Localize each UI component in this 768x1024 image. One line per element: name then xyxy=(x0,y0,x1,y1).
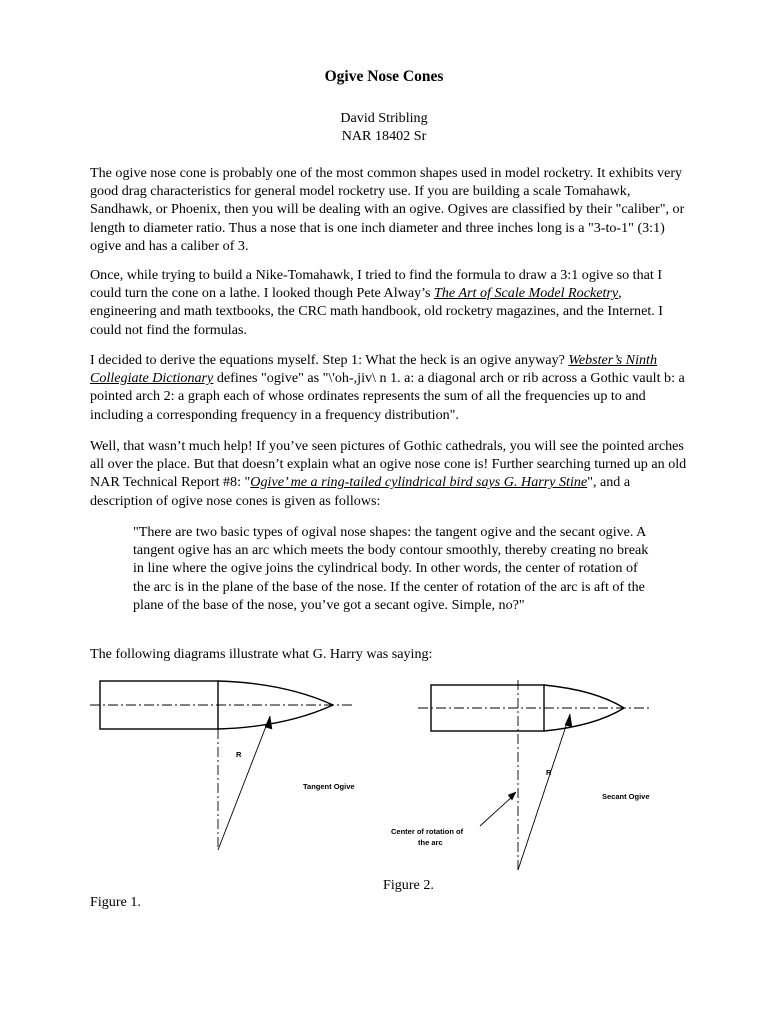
secant-radius-arrowhead xyxy=(565,714,572,727)
tangent-nose-arc-bottom xyxy=(218,705,333,729)
author-membership: NAR 18402 Sr xyxy=(341,128,427,144)
secant-radius-label: R xyxy=(546,768,552,777)
secant-nose-arc-top xyxy=(544,685,624,708)
secant-ogive-diagram xyxy=(418,680,650,870)
dictionary-reference: Webster’s Ninth Collegiate Dictionary xyxy=(90,352,658,387)
tangent-radius-arrowhead xyxy=(265,716,272,729)
secant-radius-line xyxy=(518,714,570,870)
paragraph-text: Well, that wasn’t much help! If you’ve seen pictures of Gothic cathedrals, you will see the pointed arches all over the place. But that doesn’t explain what an ogive nose cone is! Further searching turned up an old NAR Technical Report #8: " xyxy=(90,438,687,491)
paragraph-text: ", and a description of ogive nose cones is given as follows: xyxy=(90,474,631,509)
paragraph-text: defines "ogive" as "\'oh-,jiv\ n 1. a: a diagonal arch or rib across a Gothic vault b: a pointed arch 2: a graph each of whose ordinates represents the sum of all the frequencies up to and including a corresponding frequency in a frequency distribution". xyxy=(90,370,685,423)
paragraph-text: I decided to derive the equations myself. Step 1: What the heck is an ogive anyway? xyxy=(90,352,569,368)
tangent-radius-label: R xyxy=(236,750,242,759)
tangent-ogive-label: Tangent Ogive xyxy=(303,782,355,791)
author-name: David Stribling xyxy=(340,110,428,126)
report-reference: Ogive’ me a ring-tailed cylindrical bird says G. Harry Stine xyxy=(250,474,588,491)
secant-nose-arc-bottom xyxy=(544,708,624,731)
page-title: Ogive Nose Cones xyxy=(324,68,444,85)
paragraph-text: Once, while trying to build a Nike-Tomahawk, I tried to find the formula to draw a 3:1 ogive so that I could turn the cone on a lathe. I looked though Pete Alway’s xyxy=(90,267,663,302)
tangent-radius-line xyxy=(218,716,270,850)
center-pointer-line xyxy=(480,795,514,826)
block-quote: "There are two basic types of ogival nose shapes: the tangent ogive and the secant ogive. A tangent ogive has an arc which meets the body contour smoothly, thereby creating no break in line where the ogive joins the cylindrical body. In other words, the center of rotation of the arc is in the plane of the base of the nose. If the center of rotation of the arc is aft of the plane of the base of the nose, you’ve got a secant ogive. Simple, no?" xyxy=(133,524,649,613)
tangent-nose-arc-top xyxy=(218,681,333,705)
paragraph-diagrams-intro: The following diagrams illustrate what G. Harry was saying: xyxy=(90,646,433,662)
paragraph-intro: The ogive nose cone is probably one of the most common shapes used in model rocketry. It exhibits very good drag characteristics for general model rocketry use. If you are building a scale Tomahawk, Sandhawk, or Phoenix, then you will be dealing with an ogive. Ogives are classified by their "caliber", or length to diameter ratio. Thus a nose that is one inch diameter and three inches long is a "3-to-1" (3:1) ogive and has a caliber of 3. xyxy=(90,165,685,254)
paragraph-text: , engineering and math textbooks, the CRC math handbook, old rocketry magazines, and the Internet. I could not find the formulas. xyxy=(90,285,663,338)
secant-ogive-label: Secant Ogive xyxy=(602,792,650,801)
center-of-rotation-label: Center of rotation of xyxy=(391,827,464,836)
center-of-rotation-label-line2: the arc xyxy=(418,838,443,847)
figure-2-caption: Figure 2. xyxy=(383,877,434,893)
figure-1-caption: Figure 1. xyxy=(90,894,141,910)
book-reference: The Art of Scale Model Rocketry xyxy=(434,285,619,302)
tangent-ogive-diagram xyxy=(90,681,355,850)
